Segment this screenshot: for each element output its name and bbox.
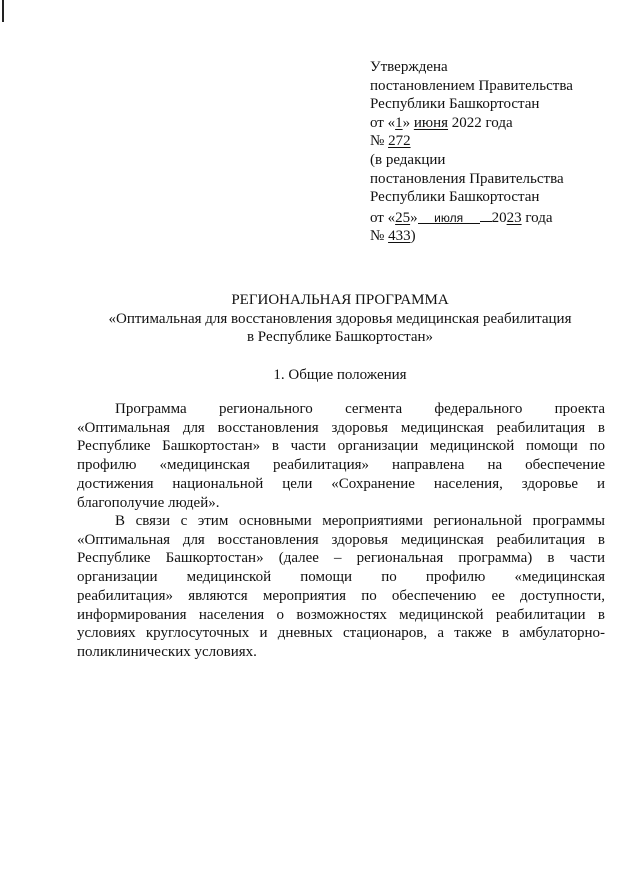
paragraph-line: реабилитация» являются мероприятия по обеспечению ее доступности, xyxy=(77,587,605,604)
approval-number-prefix: № xyxy=(370,133,389,150)
scan-edge-mark xyxy=(2,0,4,22)
title-line: РЕГИОНАЛЬНАЯ ПРОГРАММА xyxy=(231,292,449,308)
edition-date xyxy=(370,207,620,228)
edition-line: (в редакции xyxy=(370,151,446,168)
edition-line: Республики Башкортостан xyxy=(370,189,540,206)
paragraph-line: благополучие людей». xyxy=(77,494,220,511)
edition-date-day: 25 xyxy=(395,209,411,226)
paragraph-line: поликлинических условиях. xyxy=(77,643,257,660)
blank-underline xyxy=(480,207,492,222)
approval-date-mid: » xyxy=(402,114,414,131)
approval-date-suffix: 2022 года xyxy=(448,114,513,131)
approval-date-month: июня xyxy=(413,114,449,131)
paragraph-line: «Оптимальная для восстановления здоровья медицинская реабилитация в xyxy=(77,419,605,436)
paragraph-line: Республике Башкортостан» в части организации медицинской помощи по xyxy=(77,438,605,455)
approval-line: Утверждена xyxy=(370,59,448,75)
approval-date xyxy=(370,114,620,133)
title-line: в Республике Башкортостан» xyxy=(246,329,434,345)
paragraph-line: В связи с этим основными мероприятиями региональной программы xyxy=(115,513,605,529)
edition-year-prefix: 20 xyxy=(491,209,507,226)
edition-year-suffix: года xyxy=(521,209,553,226)
approval-date-prefix: от « xyxy=(370,114,396,131)
approval-number-value: 272 xyxy=(388,133,411,150)
edition-year-value: 23 xyxy=(506,209,522,226)
approval-number xyxy=(370,132,620,151)
edition-number-prefix: № xyxy=(370,228,389,245)
edition-date-mid: » xyxy=(410,209,418,226)
paragraph-1 xyxy=(77,400,605,512)
edition-date-prefix: от « xyxy=(370,209,396,226)
paragraph-line: профилю «медицинская реабилитация» направлена на обеспечение xyxy=(77,457,605,474)
edition-number xyxy=(370,227,620,246)
paragraph-line: условиях круглосуточных и дневных стационаров, а также в амбулаторно- xyxy=(77,625,605,642)
edition-line: постановления Правительства xyxy=(370,170,564,187)
paragraph-line: Республике Башкортостан» (далее – региональная программа) в части xyxy=(77,550,605,567)
approval-line: постановлением Правительства xyxy=(370,77,573,94)
approval-stamp-block xyxy=(370,58,620,246)
edition-number-suffix: ) xyxy=(410,228,416,245)
paragraph-line: организации медицинской помощи по профилю «медицинская xyxy=(77,569,605,586)
paragraph-line: достижения национальной цели «Сохранение населения, здоровье и xyxy=(77,475,605,492)
paragraph-2 xyxy=(77,512,605,662)
paragraph-line: информирования населения о возможностях медицинской реабилитации в xyxy=(77,606,605,623)
approval-line: Республики Башкортостан xyxy=(370,96,540,113)
edition-date-month-field xyxy=(418,209,480,224)
document-title xyxy=(60,291,620,347)
approval-date-day: 1 xyxy=(395,114,403,131)
title-line: «Оптимальная для восстановления здоровья медицинская реабилитация xyxy=(108,310,572,327)
paragraph-line: Программа регионального сегмента федерального проекта xyxy=(115,401,605,417)
edition-date-month: июля xyxy=(434,210,464,225)
paragraph-line: «Оптимальная для восстановления здоровья медицинская реабилитация в xyxy=(77,531,605,548)
edition-number-value: 433 xyxy=(388,228,411,245)
section-heading: 1. Общие положения xyxy=(273,367,407,383)
